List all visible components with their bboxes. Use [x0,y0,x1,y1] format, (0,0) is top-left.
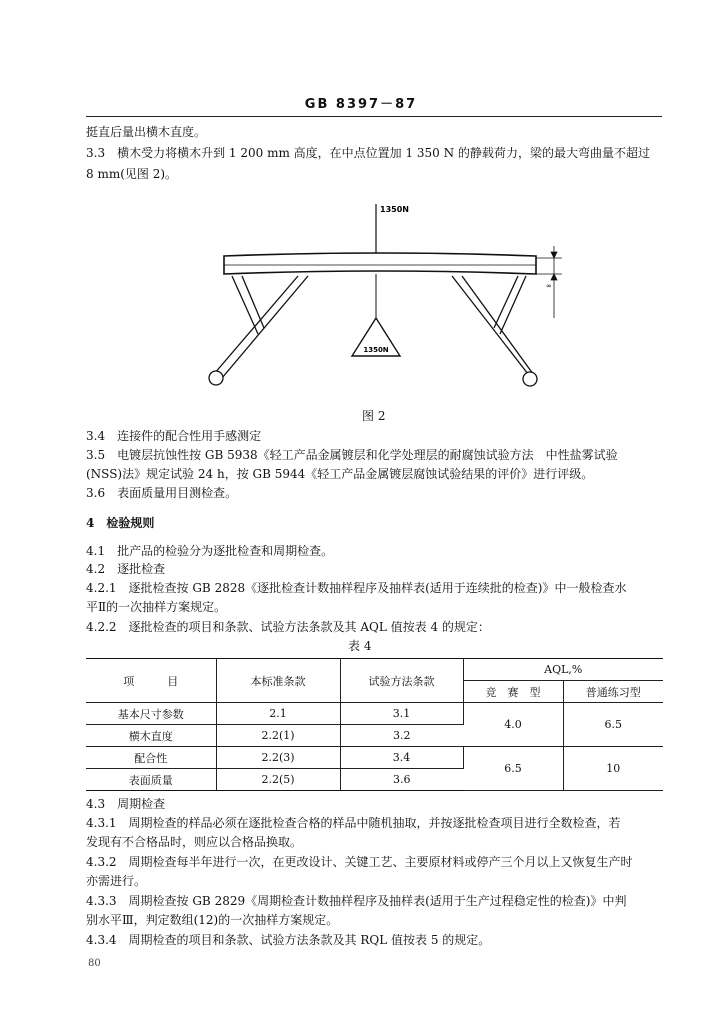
clause-4-2: 4.2 逐批检查 [86,562,166,576]
aql-competitive: 4.0 [463,703,563,747]
clause-4-2-1: 4.2.1 逐批检查按 GB 2828《逐批检查计数抽样程序及抽样表(适用于连续批的检查)》中一般检查水 [86,581,627,595]
header-method: 试验方法条款 [340,659,463,703]
clause-3-4: 3.4 连接件的配合性用手感测定 [86,429,262,443]
row-clause: 2.1 [216,703,340,725]
table-row [86,703,663,725]
figure-caption: 图 2 [362,409,386,423]
row-item: 基本尺寸参数 [86,703,216,725]
clause-3-3: 3.3 横木受力将横木升到 1 200 mm 高度，在中点位置加 1 350 N 的静载荷力，梁的最大弯曲量不超过 [86,146,650,160]
aql-training: 10 [563,747,663,791]
header-aql: AQL,% [463,659,663,681]
section-4-title: 4 检验规则 [86,516,155,530]
clause-4-3-1: 4.3.1 周期检查的样品必须在逐批检查合格的样品中随机抽取，并按逐批检查项目进行全数检查，若 [86,816,621,830]
aql-training: 6.5 [563,703,663,747]
row-method: 3.1 [340,703,463,725]
load-label-top: 1350N [380,205,409,214]
left-support [209,276,308,385]
row-item: 横木直度 [86,725,216,747]
clause-3-5-cont: (NSS)法》规定试验 24 h，按 GB 5944《轻工产品金属镀层腐蚀试验结果的评价》进行评级。 [86,467,594,481]
table-caption: 表 4 [348,639,372,653]
text-line: 8 mm(见图 2)。 [86,167,178,181]
clause-4-1: 4.1 批产品的检验分为逐批检查和周期检查。 [86,544,334,558]
header-clause: 本标准条款 [216,659,340,703]
figure-2-beam-diagram [190,196,590,396]
header-rule [86,116,662,117]
clause-3-5: 3.5 电镀层抗蚀性按 GB 5938《轻工产品金属镀层和化学处理层的耐腐蚀试验方法 中性盐雾试验 [86,448,618,462]
clause-4-2-1-cont: 平Ⅱ的一次抽样方案规定。 [86,600,227,614]
text-line: 挺直后量出横木直度。 [86,125,207,139]
header-competitive: 竞 赛 型 [463,681,563,703]
weight-label: 1350N [363,346,389,354]
row-item: 表面质量 [86,769,216,791]
table-4 [86,658,663,791]
aql-competitive: 6.5 [463,747,563,791]
clause-4-3-2: 4.3.2 周期检查每半年进行一次，在更改设计、关键工艺、主要原材料或停产三个月以上又恢复生产时 [86,855,633,869]
standard-header: GB 8397－87 [304,97,418,112]
row-method: 3.2 [340,725,463,747]
crossbar-beam [224,253,536,274]
row-clause: 2.2(1) [216,725,340,747]
clause-4-3-4: 4.3.4 周期检查的项目和条款、试验方法条款及其 RQL 值按表 5 的规定。 [86,933,491,947]
deflection-label: ∞ [546,282,552,290]
clause-4-3-3: 4.3.3 周期检查按 GB 2829《周期检查计数抽样程序及抽样表(适用于生产过程稳定性的检查)》中判 [86,894,627,908]
row-clause: 2.2(5) [216,769,340,791]
clause-4-3: 4.3 周期检查 [86,797,166,811]
clause-3-6: 3.6 表面质量用目测检查。 [86,486,238,500]
row-method: 3.4 [340,747,463,769]
header-training: 普通练习型 [563,681,663,703]
page-number: 80 [88,958,101,969]
row-method: 3.6 [340,769,463,791]
row-clause: 2.2(3) [216,747,340,769]
clause-4-2-2: 4.2.2 逐批检查的项目和条款、试验方法条款及其 AQL 值按表 4 的规定： [86,620,490,634]
clause-4-3-3-cont: 别水平Ⅲ，判定数组(12)的一次抽样方案规定。 [86,913,339,927]
table-row [86,747,663,769]
clause-4-3-2-cont: 亦需进行。 [86,874,147,888]
header-item: 项 目 [86,659,216,703]
row-item: 配合性 [86,747,216,769]
clause-4-3-1-cont: 发现有不合格品时，则应以合格品换取。 [86,835,303,849]
right-support [452,276,537,386]
